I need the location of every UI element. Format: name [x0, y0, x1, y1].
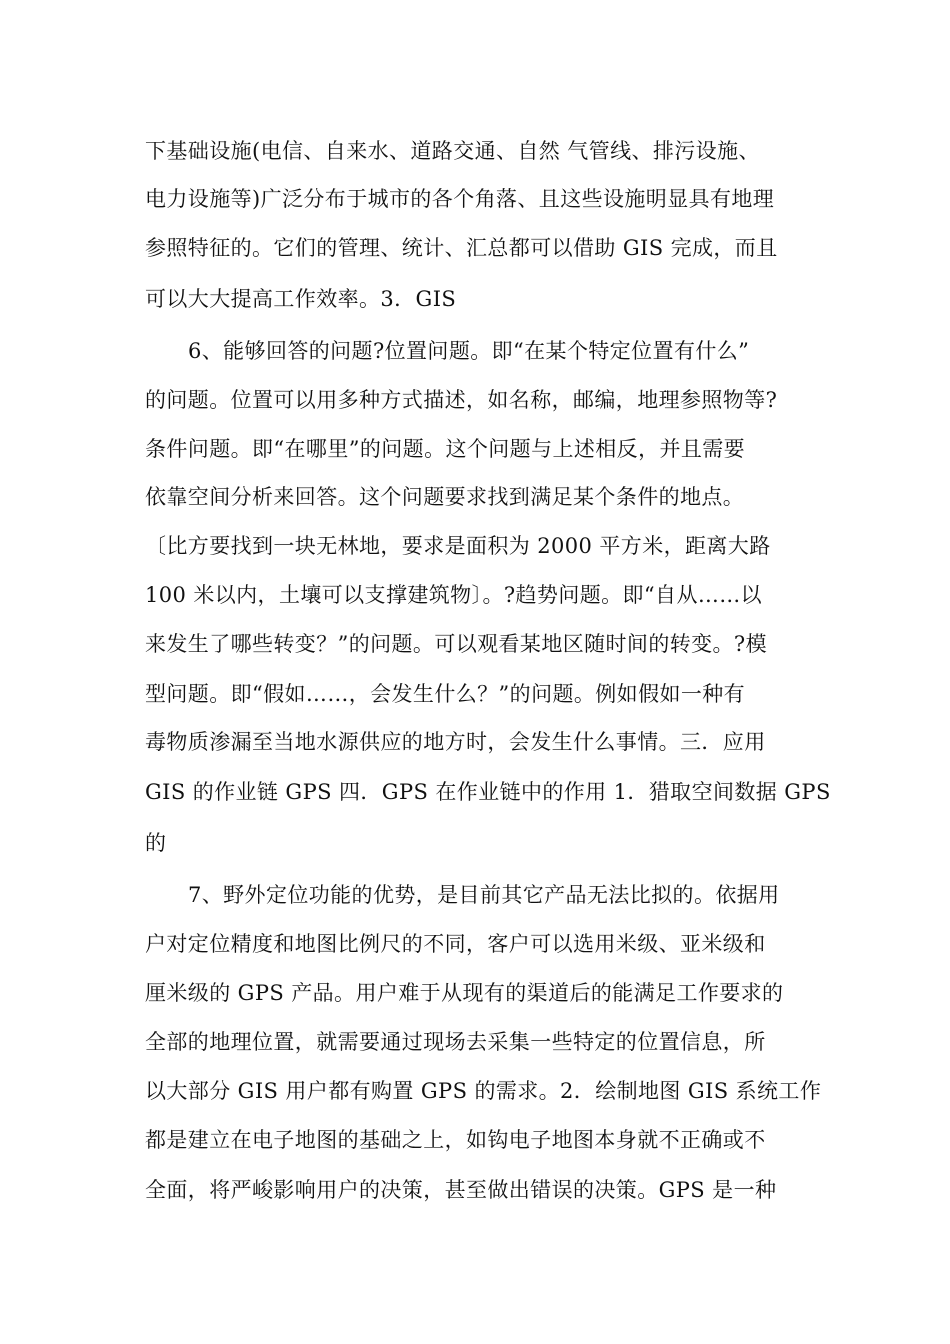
text-line: 毒物质渗漏至当地水源供应的地方时，会发生什么事情。三．应用 [145, 730, 766, 754]
text-line: 户对定位精度和地图比例尺的不同，客户可以选用米级、亚米级和 [145, 932, 766, 956]
text-line: 100 米以内，土壤可以支撑建筑物〕。?趋势问题。即“自从……以 [145, 583, 763, 607]
text-line: 的问题。位置可以用多种方式描述，如名称，邮编，地理参照物等? [145, 388, 778, 412]
text-line: 的 [145, 831, 167, 855]
text-line: 全面，将严峻影响用户的决策，甚至做出错误的决策。GPS 是一种 [145, 1178, 777, 1202]
text-line: GIS 的作业链 GPS 四．GPS 在作业链中的作用 1．猎取空间数据 GPS [145, 780, 831, 804]
text-line: 可以大大提高工作效率。3．GIS [145, 287, 457, 311]
text-line: 来发生了哪些转变？”的问题。可以观看某地区随时间的转变。?模 [145, 632, 767, 656]
text-line: 依靠空间分析来回答。这个问题要求找到满足某个条件的地点。 [145, 485, 745, 509]
text-line: 厘米级的 GPS 产品。用户难于从现有的渠道后的能满足工作要求的 [145, 981, 784, 1005]
text-line: 下基础设施(电信、自来水、道路交通、自然 气管线、排污设施、 [145, 139, 760, 163]
text-line: 参照特征的。它们的管理、统计、汇总都可以借助 GIS 完成，而且 [145, 236, 778, 260]
text-line: 型问题。即“假如……，会发生什么？”的问题。例如假如一种有 [145, 682, 746, 706]
text-line: 7、野外定位功能的优势，是目前其它产品无法比拟的。依据用 [188, 883, 780, 907]
text-line: 以大部分 GIS 用户都有购置 GPS 的需求。2．绘制地图 GIS 系统工作 [145, 1079, 822, 1103]
text-line: 6、能够回答的问题?位置问题。即“在某个特定位置有什么” [188, 339, 750, 363]
text-line: 电力设施等)广泛分布于城市的各个角落、且这些设施明显具有地理 [145, 187, 775, 211]
text-line: 条件问题。即“在哪里”的问题。这个问题与上述相反，并且需要 [145, 437, 746, 461]
text-line: 全部的地理位置，就需要通过现场去采集一些特定的位置信息，所 [145, 1030, 766, 1054]
text-line: 都是建立在电子地图的基础之上，如钩电子地图本身就不正确或不 [145, 1128, 766, 1152]
text-line: 〔比方要找到一块无林地，要求是面积为 2000 平方米，距离大路 [145, 534, 771, 558]
